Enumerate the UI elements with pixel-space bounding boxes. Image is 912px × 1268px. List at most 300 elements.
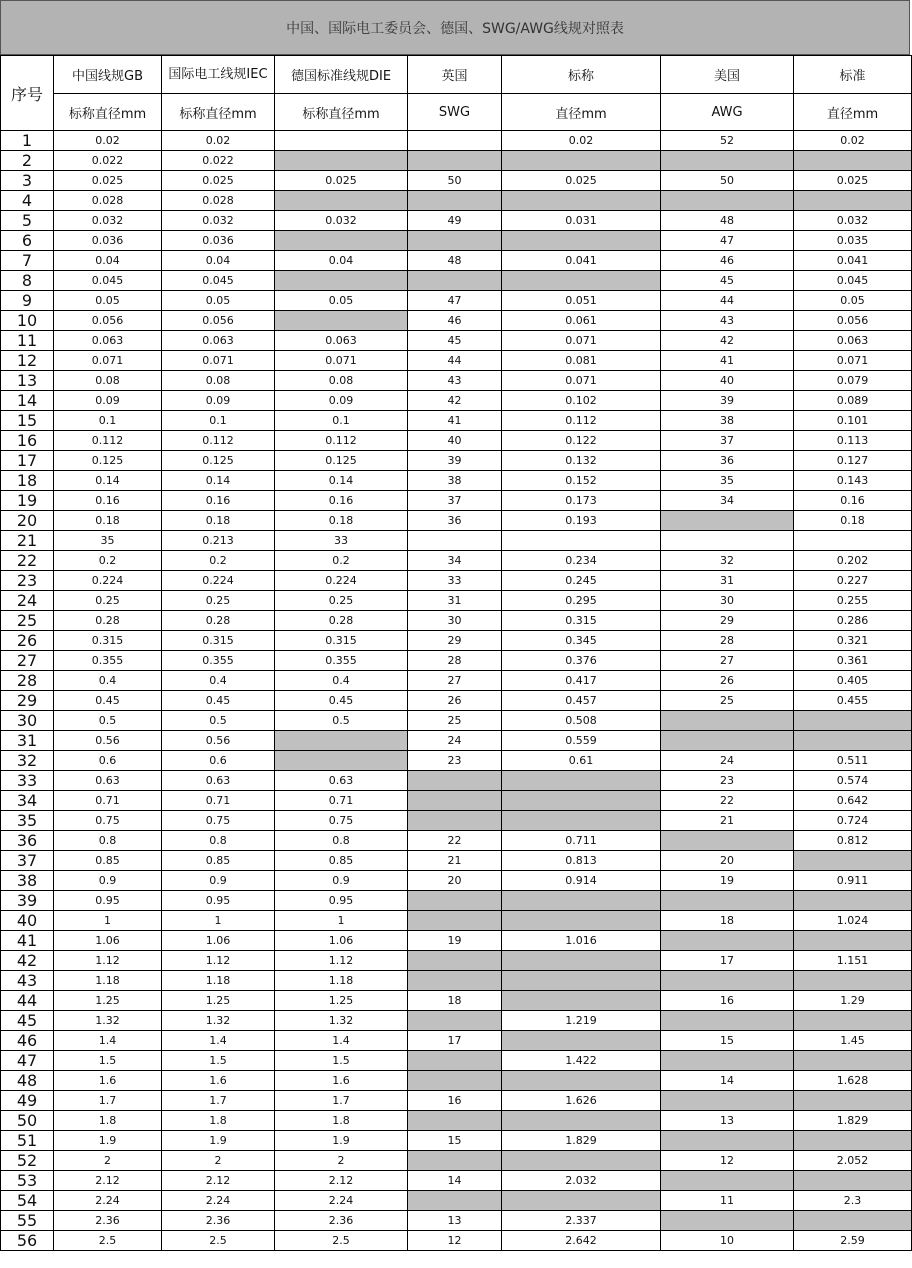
table-cell: 0.61 xyxy=(502,751,661,771)
table-cell: 2.032 xyxy=(502,1171,661,1191)
table-cell: 48 xyxy=(408,251,502,271)
table-cell xyxy=(794,971,912,991)
table-cell: 0.9 xyxy=(275,871,408,891)
table-cell: 1.12 xyxy=(54,951,162,971)
table-cell xyxy=(661,151,794,171)
table-cell: 1.25 xyxy=(275,991,408,1011)
table-cell: 0.355 xyxy=(162,651,275,671)
table-cell: 36 xyxy=(408,511,502,531)
table-row xyxy=(1,431,912,451)
table-cell xyxy=(661,731,794,751)
table-cell xyxy=(408,151,502,171)
table-cell xyxy=(794,531,912,551)
table-cell xyxy=(502,531,661,551)
table-cell: 1.32 xyxy=(54,1011,162,1031)
table-cell: 20 xyxy=(661,851,794,871)
table-cell: 0.8 xyxy=(162,831,275,851)
table-cell: 0.28 xyxy=(275,611,408,631)
table-cell: 0.122 xyxy=(502,431,661,451)
table-row xyxy=(1,611,912,631)
table-row xyxy=(1,911,912,931)
table-cell: 1.32 xyxy=(162,1011,275,1031)
table-row xyxy=(1,991,912,1011)
table-cell: 33 xyxy=(408,571,502,591)
table-row xyxy=(1,891,912,911)
table-cell: 0.4 xyxy=(54,671,162,691)
table-cell: 1.6 xyxy=(54,1071,162,1091)
table-cell: 0.143 xyxy=(794,471,912,491)
table-cell xyxy=(661,891,794,911)
table-cell: 0.05 xyxy=(162,291,275,311)
table-cell xyxy=(275,751,408,771)
table-cell: 39 xyxy=(408,451,502,471)
table-cell: 23 xyxy=(408,751,502,771)
table-cell: 35 xyxy=(661,471,794,491)
table-cell: 0.71 xyxy=(54,791,162,811)
row-number-cell: 33 xyxy=(1,771,54,791)
table-cell: 45 xyxy=(661,271,794,291)
table-cell: 0.224 xyxy=(275,571,408,591)
row-number-cell: 55 xyxy=(1,1211,54,1231)
table-cell: 0.18 xyxy=(162,511,275,531)
table-cell: 1.18 xyxy=(162,971,275,991)
table-cell: 0.9 xyxy=(54,871,162,891)
table-cell: 0.95 xyxy=(54,891,162,911)
row-number-cell: 45 xyxy=(1,1011,54,1031)
table-row xyxy=(1,1011,912,1031)
header-germany-die: 德国标准线规DIE xyxy=(275,56,408,94)
table-cell: 44 xyxy=(661,291,794,311)
table-cell: 38 xyxy=(408,471,502,491)
table-cell: 1.4 xyxy=(54,1031,162,1051)
table-cell: 0.417 xyxy=(502,671,661,691)
table-cell: 43 xyxy=(661,311,794,331)
table-cell: 0.08 xyxy=(162,371,275,391)
table-cell: 0.112 xyxy=(502,411,661,431)
table-cell: 0.14 xyxy=(162,471,275,491)
table-cell: 1.12 xyxy=(275,951,408,971)
row-number-cell: 54 xyxy=(1,1191,54,1211)
table-cell: 0.286 xyxy=(794,611,912,631)
row-number-cell: 40 xyxy=(1,911,54,931)
table-cell: 1.8 xyxy=(162,1111,275,1131)
table-cell: 0.031 xyxy=(502,211,661,231)
table-row xyxy=(1,631,912,651)
table-cell: 26 xyxy=(661,671,794,691)
table-cell: 0.125 xyxy=(162,451,275,471)
table-body xyxy=(1,131,912,1251)
table-cell xyxy=(794,891,912,911)
table-cell xyxy=(661,1211,794,1231)
table-cell: 1.25 xyxy=(54,991,162,1011)
table-cell: 0.05 xyxy=(794,291,912,311)
table-cell: 1 xyxy=(275,911,408,931)
table-cell: 2.337 xyxy=(502,1211,661,1231)
table-cell: 1.151 xyxy=(794,951,912,971)
table-row xyxy=(1,831,912,851)
table-cell: 2 xyxy=(162,1151,275,1171)
table-cell xyxy=(794,1011,912,1031)
table-row xyxy=(1,391,912,411)
table-row xyxy=(1,331,912,351)
header-china-gb: 中国线规GB xyxy=(54,56,162,94)
header-swg: SWG xyxy=(408,94,502,131)
table-cell: 37 xyxy=(661,431,794,451)
table-row xyxy=(1,311,912,331)
table-row xyxy=(1,771,912,791)
header-iec: 国际电工线规IEC xyxy=(162,56,275,94)
table-cell: 0.032 xyxy=(275,211,408,231)
table-cell: 2.5 xyxy=(275,1231,408,1251)
table-cell: 0.05 xyxy=(54,291,162,311)
table-cell: 48 xyxy=(661,211,794,231)
table-cell: 0.95 xyxy=(275,891,408,911)
table-cell: 0.315 xyxy=(54,631,162,651)
table-cell: 1.7 xyxy=(275,1091,408,1111)
table-cell: 1.016 xyxy=(502,931,661,951)
header-iec-diameter: 标称直径mm xyxy=(162,94,275,131)
table-cell: 0.1 xyxy=(275,411,408,431)
table-cell: 0.202 xyxy=(794,551,912,571)
table-cell: 41 xyxy=(661,351,794,371)
table-cell: 1.9 xyxy=(162,1131,275,1151)
table-cell xyxy=(408,911,502,931)
header-nominal: 标称 xyxy=(502,56,661,94)
table-cell: 0.1 xyxy=(54,411,162,431)
table-cell: 1.4 xyxy=(275,1031,408,1051)
table-cell: 0.14 xyxy=(275,471,408,491)
table-cell: 1.626 xyxy=(502,1091,661,1111)
table-cell: 0.04 xyxy=(54,251,162,271)
table-cell xyxy=(408,1191,502,1211)
table-cell: 1.9 xyxy=(54,1131,162,1151)
table-cell: 17 xyxy=(661,951,794,971)
header-awg: AWG xyxy=(661,94,794,131)
wire-gauge-table xyxy=(0,55,912,1251)
table-cell: 2.36 xyxy=(54,1211,162,1231)
table-cell: 0.63 xyxy=(275,771,408,791)
table-cell: 1.5 xyxy=(275,1051,408,1071)
table-cell xyxy=(275,191,408,211)
table-cell: 0.127 xyxy=(794,451,912,471)
table-cell: 0.025 xyxy=(54,171,162,191)
row-number-cell: 5 xyxy=(1,211,54,231)
table-cell xyxy=(661,1131,794,1151)
table-row xyxy=(1,671,912,691)
table-cell: 0.559 xyxy=(502,731,661,751)
table-cell xyxy=(275,271,408,291)
table-cell: 0.8 xyxy=(54,831,162,851)
table-cell xyxy=(408,771,502,791)
table-cell: 0.813 xyxy=(502,851,661,871)
table-cell: 0.022 xyxy=(54,151,162,171)
table-cell: 0.09 xyxy=(162,391,275,411)
table-cell xyxy=(502,891,661,911)
row-number-cell: 18 xyxy=(1,471,54,491)
table-row xyxy=(1,1091,912,1111)
table-cell: 0.295 xyxy=(502,591,661,611)
table-cell: 0.101 xyxy=(794,411,912,431)
table-cell: 0.455 xyxy=(794,691,912,711)
table-cell: 23 xyxy=(661,771,794,791)
table-cell: 27 xyxy=(408,671,502,691)
table-cell: 0.071 xyxy=(794,351,912,371)
table-cell: 0.056 xyxy=(162,311,275,331)
header-gb-diameter: 标称直径mm xyxy=(54,94,162,131)
row-number-cell: 29 xyxy=(1,691,54,711)
row-number-cell: 56 xyxy=(1,1231,54,1251)
table-cell xyxy=(794,851,912,871)
table-cell: 0.112 xyxy=(275,431,408,451)
table-row xyxy=(1,1211,912,1231)
table-cell: 30 xyxy=(661,591,794,611)
table-cell: 13 xyxy=(661,1111,794,1131)
table-cell: 1.06 xyxy=(54,931,162,951)
table-cell: 0.08 xyxy=(54,371,162,391)
table-cell xyxy=(502,1151,661,1171)
table-cell: 1.06 xyxy=(275,931,408,951)
table-cell: 0.71 xyxy=(162,791,275,811)
table-cell xyxy=(502,791,661,811)
row-number-cell: 24 xyxy=(1,591,54,611)
row-number-cell: 11 xyxy=(1,331,54,351)
table-row xyxy=(1,711,912,731)
table-cell: 0.56 xyxy=(162,731,275,751)
row-number-cell: 30 xyxy=(1,711,54,731)
header-standard: 标准 xyxy=(794,56,912,94)
table-cell xyxy=(502,1191,661,1211)
table-cell: 0.035 xyxy=(794,231,912,251)
table-cell: 0.18 xyxy=(54,511,162,531)
table-row xyxy=(1,651,912,671)
row-number-cell: 27 xyxy=(1,651,54,671)
table-cell: 1.18 xyxy=(54,971,162,991)
table-cell: 1.7 xyxy=(162,1091,275,1111)
table-cell: 0.5 xyxy=(54,711,162,731)
table-cell: 0.18 xyxy=(794,511,912,531)
table-cell: 14 xyxy=(408,1171,502,1191)
table-cell: 47 xyxy=(661,231,794,251)
table-row xyxy=(1,531,912,551)
table-row xyxy=(1,411,912,431)
table-cell xyxy=(794,711,912,731)
table-cell xyxy=(502,1071,661,1091)
table-cell: 0.14 xyxy=(54,471,162,491)
header-die-diameter: 标称直径mm xyxy=(275,94,408,131)
table-cell: 0.036 xyxy=(162,231,275,251)
table-row xyxy=(1,551,912,571)
table-row xyxy=(1,731,912,751)
table-cell: 1.29 xyxy=(794,991,912,1011)
table-cell: 0.152 xyxy=(502,471,661,491)
row-number-cell: 15 xyxy=(1,411,54,431)
table-cell: 1.829 xyxy=(502,1131,661,1151)
table-cell: 0.041 xyxy=(794,251,912,271)
row-number-cell: 14 xyxy=(1,391,54,411)
table-cell: 0.045 xyxy=(162,271,275,291)
table-cell xyxy=(502,911,661,931)
table-row xyxy=(1,211,912,231)
table-cell: 0.63 xyxy=(54,771,162,791)
table-cell xyxy=(408,791,502,811)
table-cell: 0.032 xyxy=(794,211,912,231)
table-cell: 2.642 xyxy=(502,1231,661,1251)
table-cell xyxy=(408,1071,502,1091)
table-cell: 24 xyxy=(408,731,502,751)
table-cell: 1.06 xyxy=(162,931,275,951)
table-row xyxy=(1,1151,912,1171)
table-cell: 1.422 xyxy=(502,1051,661,1071)
table-cell: 0.75 xyxy=(54,811,162,831)
table-cell: 0.063 xyxy=(54,331,162,351)
table-cell: 2.24 xyxy=(275,1191,408,1211)
table-cell xyxy=(408,231,502,251)
table-cell: 46 xyxy=(661,251,794,271)
table-cell xyxy=(661,931,794,951)
table-cell xyxy=(661,831,794,851)
table-cell: 0.724 xyxy=(794,811,912,831)
table-cell: 1.5 xyxy=(162,1051,275,1071)
table-row xyxy=(1,471,912,491)
table-cell xyxy=(408,1011,502,1031)
table-cell: 0.8 xyxy=(275,831,408,851)
table-row xyxy=(1,251,912,271)
row-number-cell: 2 xyxy=(1,151,54,171)
table-cell: 0.032 xyxy=(162,211,275,231)
row-number-cell: 1 xyxy=(1,131,54,151)
table-cell: 44 xyxy=(408,351,502,371)
table-cell: 0.193 xyxy=(502,511,661,531)
table-cell: 0.045 xyxy=(54,271,162,291)
table-row xyxy=(1,491,912,511)
table-cell xyxy=(275,231,408,251)
table-row xyxy=(1,351,912,371)
table-cell: 12 xyxy=(408,1231,502,1251)
row-number-cell: 35 xyxy=(1,811,54,831)
table-cell xyxy=(275,311,408,331)
table-row xyxy=(1,691,912,711)
row-number-cell: 9 xyxy=(1,291,54,311)
table-cell: 0.113 xyxy=(794,431,912,451)
table-cell: 0.05 xyxy=(275,291,408,311)
table-cell: 0.2 xyxy=(162,551,275,571)
table-cell xyxy=(794,931,912,951)
table-cell: 2.36 xyxy=(275,1211,408,1231)
table-cell: 34 xyxy=(661,491,794,511)
table-cell: 1.4 xyxy=(162,1031,275,1051)
table-row xyxy=(1,871,912,891)
table-cell xyxy=(794,1171,912,1191)
table-cell: 0.04 xyxy=(275,251,408,271)
header-swg-diameter: 直径mm xyxy=(502,94,661,131)
row-number-cell: 31 xyxy=(1,731,54,751)
table-cell: 0.224 xyxy=(162,571,275,591)
table-cell xyxy=(794,191,912,211)
table-cell: 1.829 xyxy=(794,1111,912,1131)
table-cell: 0.16 xyxy=(162,491,275,511)
table-row xyxy=(1,931,912,951)
table-row xyxy=(1,151,912,171)
table-cell xyxy=(661,511,794,531)
table-cell: 0.85 xyxy=(275,851,408,871)
row-number-cell: 7 xyxy=(1,251,54,271)
table-cell: 50 xyxy=(661,171,794,191)
table-cell: 15 xyxy=(661,1031,794,1051)
table-cell: 31 xyxy=(661,571,794,591)
table-cell: 28 xyxy=(661,631,794,651)
row-number-cell: 8 xyxy=(1,271,54,291)
table-cell: 2.12 xyxy=(275,1171,408,1191)
table-cell: 0.125 xyxy=(54,451,162,471)
table-cell: 1.32 xyxy=(275,1011,408,1031)
table-cell: 40 xyxy=(408,431,502,451)
table-cell: 0.089 xyxy=(794,391,912,411)
table-row xyxy=(1,1111,912,1131)
header-seq: 序号 xyxy=(1,56,54,131)
table-cell: 0.056 xyxy=(54,311,162,331)
row-number-cell: 26 xyxy=(1,631,54,651)
table-cell: 0.5 xyxy=(275,711,408,731)
table-cell: 0.112 xyxy=(54,431,162,451)
table-cell: 0.09 xyxy=(54,391,162,411)
table-cell: 0.16 xyxy=(275,491,408,511)
table-row xyxy=(1,231,912,251)
table-title: 中国、国际电工委员会、德国、SWG/AWG线规对照表 xyxy=(0,0,910,55)
table-cell: 17 xyxy=(408,1031,502,1051)
table-cell: 0.28 xyxy=(162,611,275,631)
table-cell: 0.063 xyxy=(162,331,275,351)
table-cell: 0.025 xyxy=(502,171,661,191)
table-cell: 30 xyxy=(408,611,502,631)
table-cell xyxy=(794,1051,912,1071)
row-number-cell: 36 xyxy=(1,831,54,851)
table-cell: 0.051 xyxy=(502,291,661,311)
row-number-cell: 19 xyxy=(1,491,54,511)
table-cell: 52 xyxy=(661,131,794,151)
table-cell: 0.255 xyxy=(794,591,912,611)
table-cell: 1.7 xyxy=(54,1091,162,1111)
table-cell: 22 xyxy=(408,831,502,851)
table-cell: 36 xyxy=(661,451,794,471)
table-cell: 2.5 xyxy=(162,1231,275,1251)
table-cell: 2.59 xyxy=(794,1231,912,1251)
table-cell: 0.102 xyxy=(502,391,661,411)
table-cell: 15 xyxy=(408,1131,502,1151)
table-cell: 0.063 xyxy=(794,331,912,351)
table-row xyxy=(1,1071,912,1091)
table-cell: 0.079 xyxy=(794,371,912,391)
table-cell: 1.5 xyxy=(54,1051,162,1071)
row-number-cell: 32 xyxy=(1,751,54,771)
table-cell: 1.25 xyxy=(162,991,275,1011)
table-cell xyxy=(408,271,502,291)
table-cell: 2 xyxy=(275,1151,408,1171)
table-cell: 1.45 xyxy=(794,1031,912,1051)
row-number-cell: 20 xyxy=(1,511,54,531)
table-cell: 0.71 xyxy=(275,791,408,811)
table-cell: 0.25 xyxy=(54,591,162,611)
table-cell: 1.8 xyxy=(275,1111,408,1131)
table-cell: 21 xyxy=(408,851,502,871)
row-number-cell: 49 xyxy=(1,1091,54,1111)
table-cell xyxy=(502,151,661,171)
table-cell: 1 xyxy=(54,911,162,931)
table-cell: 0.071 xyxy=(502,371,661,391)
table-cell xyxy=(502,991,661,1011)
table-cell: 0.036 xyxy=(54,231,162,251)
table-cell: 0.45 xyxy=(162,691,275,711)
table-cell: 1.024 xyxy=(794,911,912,931)
